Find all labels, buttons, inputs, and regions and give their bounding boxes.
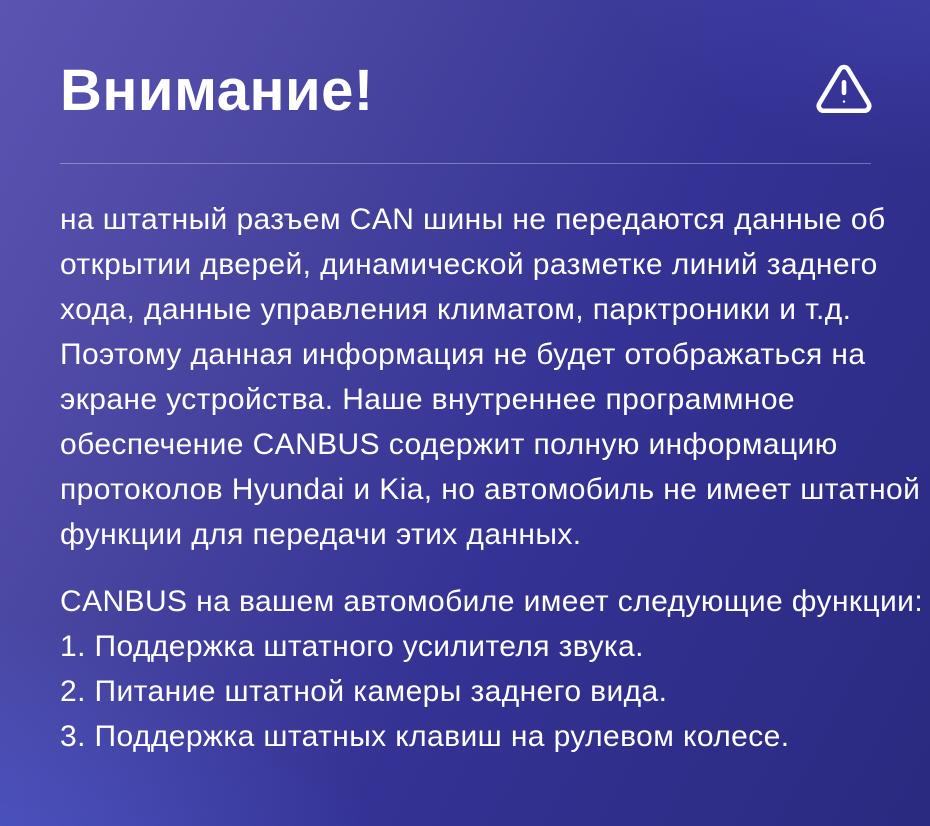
paragraph-canbus-functions [60, 579, 924, 759]
warning-triangle-icon [813, 60, 875, 123]
text-line: на штатный разъем CAN шины не передаются данные об [60, 202, 886, 236]
list-item: 3. Поддержка штатных клавиш на рулевом колесе. [60, 719, 790, 753]
page-title: Внимание! [60, 58, 374, 123]
list-item: 1. Поддержка штатного усилителя звука. [60, 629, 644, 663]
paragraph-canbus-limitations [60, 197, 921, 557]
header [60, 58, 875, 125]
functions-list [60, 624, 875, 759]
divider [60, 163, 871, 164]
text-line: хода, данные управления климатом, парктроники и т.д. [60, 292, 852, 326]
text-line: открытии дверей, динамической разметке линий заднего [60, 247, 878, 281]
text-line: обеспечение CANBUS содержит полную информацию [60, 427, 838, 461]
text-line: Поэтому данная информация не будет отображаться на [60, 337, 866, 371]
functions-intro-line: CANBUS на вашем автомобиле имеет следующие функции: [60, 584, 924, 618]
list-item: 2. Питание штатной камеры заднего вида. [60, 674, 668, 708]
text-line: экране устройства. Наше внутреннее программное [60, 382, 796, 416]
text-line: протоколов Hyundai и Kia, но автомобиль не имеет штатной [60, 472, 921, 506]
text-line: функции для передачи этих данных. [60, 517, 582, 551]
